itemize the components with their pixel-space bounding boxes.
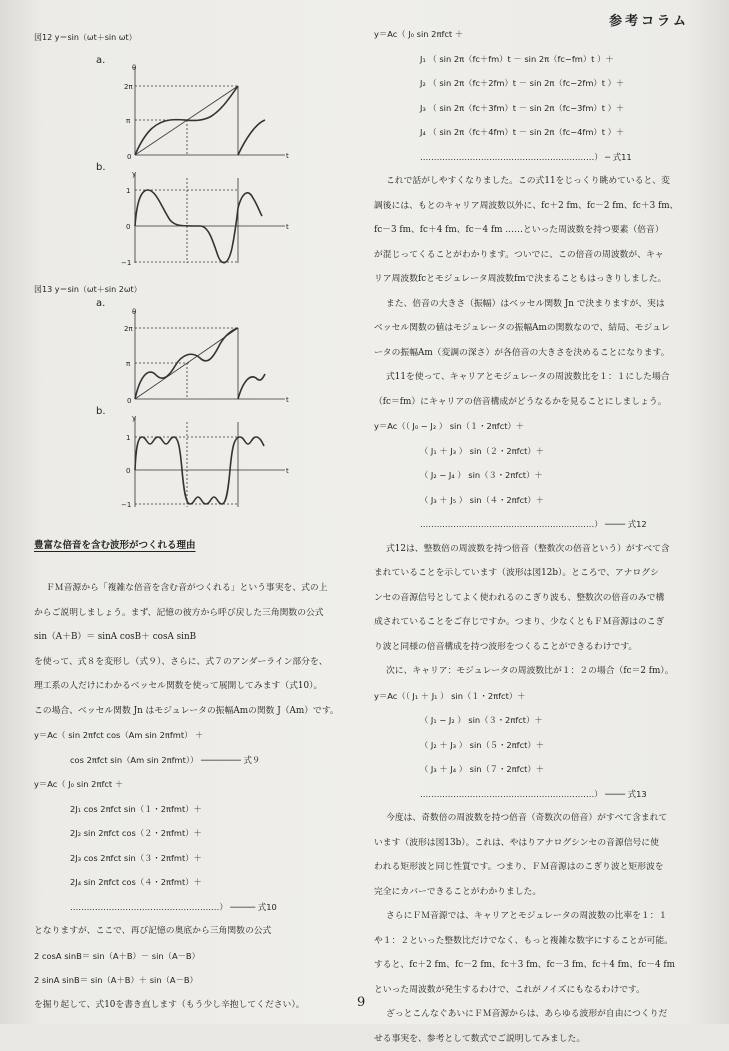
equation-12-line: （ J₂ − J₄ ） sin（３・2πfct）＋ — [374, 463, 699, 488]
text-line: といった周波数が発生するわけで、これがノイズにもなるわけです。 — [374, 978, 699, 1003]
tick-zero: 0 — [127, 153, 131, 161]
theta-curve-next — [238, 374, 265, 399]
equation-10-line: 2J₂ sin 2πfct cos（２・2πfmt）＋ — [34, 821, 354, 846]
text-line: り波と同様の倍音構成を持つ波形をつくることができるわけです。 — [374, 635, 699, 660]
text-line: ンセの音源信号としてよく使われるのこぎり波も、整数次の倍音のみで構 — [374, 586, 699, 611]
equation-9-line: y＝Ac（ sin 2πfct cos（Am sin 2πfmt） ＋ — [34, 723, 354, 748]
equation-10-line: 2J₄ sin 2πfct cos（４・2πfmt）＋ — [34, 870, 354, 895]
equation-10-tag: 式10 — [258, 895, 277, 920]
page-number: 9 — [357, 995, 365, 1010]
axis-theta: θ — [132, 64, 136, 72]
text-line: これで話がしやすくなりました。この式11をじっくり眺めていると、変 — [374, 169, 699, 194]
equation-12-line: （ J₃ ＋ J₅ ） sin（４・2πfct）＋ — [374, 488, 699, 513]
text-line: せる事実を、参考として数式でご説明してみました。 — [374, 1027, 699, 1051]
equation-11-line: J₂ （ sin 2π（fc＋2fm）t － sin 2π（fc−2fm）t ）＋ — [374, 71, 699, 96]
text-line: を使って、式８を変形し（式９）、さらに、式７のアンダーライン部分を、 — [34, 650, 354, 675]
equation-10-line: ………………………………………………） ───── 式10 — [34, 895, 354, 920]
formula-line: 2 sinA sinB＝ sin（A＋B）＋ sin（A－B） — [34, 968, 354, 993]
figure-12-caption: 図12 y＝sin（ωt＋sin ωt） — [34, 32, 137, 43]
waveform — [135, 437, 264, 504]
text-line: 次に、キャリア：モジュレータの周波数比が１：２の場合（fc＝2 fm）。 — [374, 659, 699, 684]
equation-11-line: J₃ （ sin 2π（fc＋3fm）t － sin 2π（fc−3fm）t ）＋ — [374, 96, 699, 121]
axis-t: t — [286, 223, 289, 231]
text-line: や１：２といった整数比だけでなく、もっと複雑な数字にすることが可能。 — [374, 929, 699, 954]
text-line: 理工系の人だけにわかるベッセル関数を使って展開してみます（式10）。 — [34, 674, 354, 699]
axis-theta: θ — [132, 308, 136, 316]
formula-line: 2 cosA sinB＝ sin（A＋B）－ sin（A－B） — [34, 944, 354, 969]
text-line: まれていることを示しています（波形は図12b）。ところで、アナログシ — [374, 561, 699, 586]
text-line: さらにＦＭ音源では、キャリアとモジュレータの周波数の比率を１：１ — [374, 904, 699, 929]
equation-13-line: （ J₁ − J₂ ） sin（３・2πfct）＋ — [374, 708, 699, 733]
equation-11-line: y＝Ac（ J₀ sin 2πfct ＋ — [374, 22, 699, 47]
figure-12a-graph — [110, 62, 295, 162]
section-heading: 豊富な倍音を含む波形がつくれる理由 — [34, 537, 196, 551]
equation-9-line: cos 2πfct sin（Am sin 2πfmt）） ──────── 式９ — [34, 748, 354, 773]
equation-12-line: （ J₁ ＋ J₃ ） sin（２・2πfct）＋ — [374, 439, 699, 464]
axis-t: t — [286, 396, 289, 404]
reference-line — [135, 328, 238, 399]
text-line: われる矩形波と同じ性質です。つまり、ＦＭ音源はのこぎり波と矩形波を — [374, 855, 699, 880]
text-line: 成されていることをご存じですか。つまり、少なくともＦＭ音源はのこぎ — [374, 610, 699, 635]
text-line: います（波形は図13b）。これは、やはりアナログシンセの音源信号に使 — [374, 831, 699, 856]
text-line: 調後には、もとのキャリア周波数以外に、fc＋2 fm、fc－2 fm、fc＋3 fm、 — [374, 194, 699, 219]
column-header: 参考コラム — [609, 10, 689, 29]
axis-t: t — [286, 152, 289, 160]
equation-10-line: 2J₃ cos 2πfct sin（３・2πfmt）＋ — [34, 846, 354, 871]
tick-zero: 0 — [127, 397, 131, 405]
text-line: 完全にカバーできることがわかりました。 — [374, 880, 699, 905]
formula-line: sin（A＋B）＝ sinA cosB＋ cosA sinB — [34, 625, 354, 650]
figure-13a-label: a. — [96, 298, 105, 309]
equation-10-line: y＝Ac（ J₀ sin 2πfct ＋ — [34, 772, 354, 797]
text-line: fc－3 fm、fc＋4 fm、fc－4 fm ……といった周波数を持つ要素（倍音） — [374, 218, 699, 243]
text-line: リア周波数fcとモジュレータ周波数fmで決まることもはっきりしました。 — [374, 267, 699, 292]
axis-t: t — [286, 467, 289, 475]
text-line: ベッセル関数の値はモジュレータの振幅Amの関数なので、結局、モジュレ — [374, 316, 699, 341]
figure-12b-label: b. — [96, 162, 106, 173]
text-line: また、倍音の大きさ（振幅）はベッセル関数 Jn で決まりますが、実は — [374, 292, 699, 317]
left-column-body — [34, 576, 354, 1017]
tick-2pi: 2π — [124, 83, 133, 91]
tick-pi: π — [126, 360, 131, 368]
tick-neg: −1 — [121, 501, 131, 509]
text-line: ＦＭ音源から「複雑な倍音を含む音がつくれる」という事実を、式の上 — [34, 576, 354, 601]
tick-pi: π — [126, 117, 131, 125]
equation-11-line: ………………………………………………………） ─ 式11 — [374, 145, 699, 170]
right-column-body — [374, 22, 699, 1051]
equation-11-line: J₁ （ sin 2π（fc＋fm）t － sin 2π（fc−fm）t ）＋ — [374, 47, 699, 72]
equation-13-line: y＝Ac（（ J₁ ＋ J₁ ） sin（１・2πfct）＋ — [374, 684, 699, 709]
figure-13b-graph — [110, 412, 295, 512]
equation-13-tag: 式13 — [628, 782, 647, 807]
text-line: 式12は、整数倍の周波数を持つ倍音（整数次の倍音という）がすべて含 — [374, 537, 699, 562]
equation-9-tag: 式９ — [244, 748, 261, 773]
figure-12b-graph — [110, 168, 295, 268]
text-line: ータの振幅Am（変調の深さ）が各倍音の大きさを決めることになります。 — [374, 341, 699, 366]
tick-2pi: 2π — [124, 325, 133, 333]
text-line: すると、fc＋2 fm、fc－2 fm、fc＋3 fm、fc－3 fm、fc＋4 fm、fc－4 fm — [374, 953, 699, 978]
theta-curve-next — [238, 120, 265, 155]
text-line: この場合、ベッセル関数 Jn はモジュレータの振幅Amの関数 J（Am）です。 — [34, 699, 354, 724]
text-line: 今度は、奇数倍の周波数を持つ倍音（奇数次の倍音）がすべて含まれて — [374, 806, 699, 831]
equation-12-line: y＝Ac（（ J₀ − J₂ ） sin（１・2πfct）＋ — [374, 414, 699, 439]
text-line: からご説明しましょう。まず、記憶の彼方から呼び戻した三角関数の公式 — [34, 601, 354, 626]
equation-12-line: ………………………………………………………） ──── 式12 — [374, 512, 699, 537]
equation-11-tag: 式11 — [613, 145, 632, 170]
tick-one: 1 — [126, 187, 130, 195]
text-line: が混じってくることがわかります。ついでに、この倍音の周波数が、キャ — [374, 243, 699, 268]
figure-13b-label: b. — [96, 406, 106, 417]
text-line: 式11を使って、キャリアとモジュレータの周波数比を１：１にした場合 — [374, 365, 699, 390]
axis-y: y — [132, 414, 136, 422]
figure-13-caption: 図13 y＝sin（ωt＋sin 2ωt） — [34, 284, 142, 295]
equation-13-line: ………………………………………………………） ──── 式13 — [374, 782, 699, 807]
equation-12-tag: 式12 — [628, 512, 647, 537]
text-line: となりますが、ここで、再び記憶の奥底から三角関数の公式 — [34, 919, 354, 944]
figure-12a-label: a. — [96, 55, 105, 66]
equation-10-line: 2J₁ cos 2πfct sin（１・2πfmt）＋ — [34, 797, 354, 822]
text-line: （fc＝fm）にキャリアの倍音構成がどうなるかを見ることにしましょう。 — [374, 390, 699, 415]
text-line: を掘り起して、式10を書き直します（もう少し辛抱してください）。 — [34, 993, 354, 1018]
tick-zero: 0 — [126, 467, 130, 475]
equation-13-line: （ J₂ ＋ J₃ ） sin（５・2πfct）＋ — [374, 733, 699, 758]
axis-y: y — [132, 170, 136, 178]
figure-13a-graph — [110, 306, 295, 406]
tick-zero: 0 — [126, 223, 130, 231]
text-line: ざっとこんなぐあいにＦＭ音源からは、あらゆる波形が自由につくりだ — [374, 1002, 699, 1027]
equation-13-line: （ J₃ ＋ J₄ ） sin（７・2πfct）＋ — [374, 757, 699, 782]
tick-neg: −1 — [121, 259, 131, 267]
equation-11-line: J₄ （ sin 2π（fc＋4fm）t － sin 2π（fc−4fm）t ）＋ — [374, 120, 699, 145]
tick-one: 1 — [126, 434, 130, 442]
